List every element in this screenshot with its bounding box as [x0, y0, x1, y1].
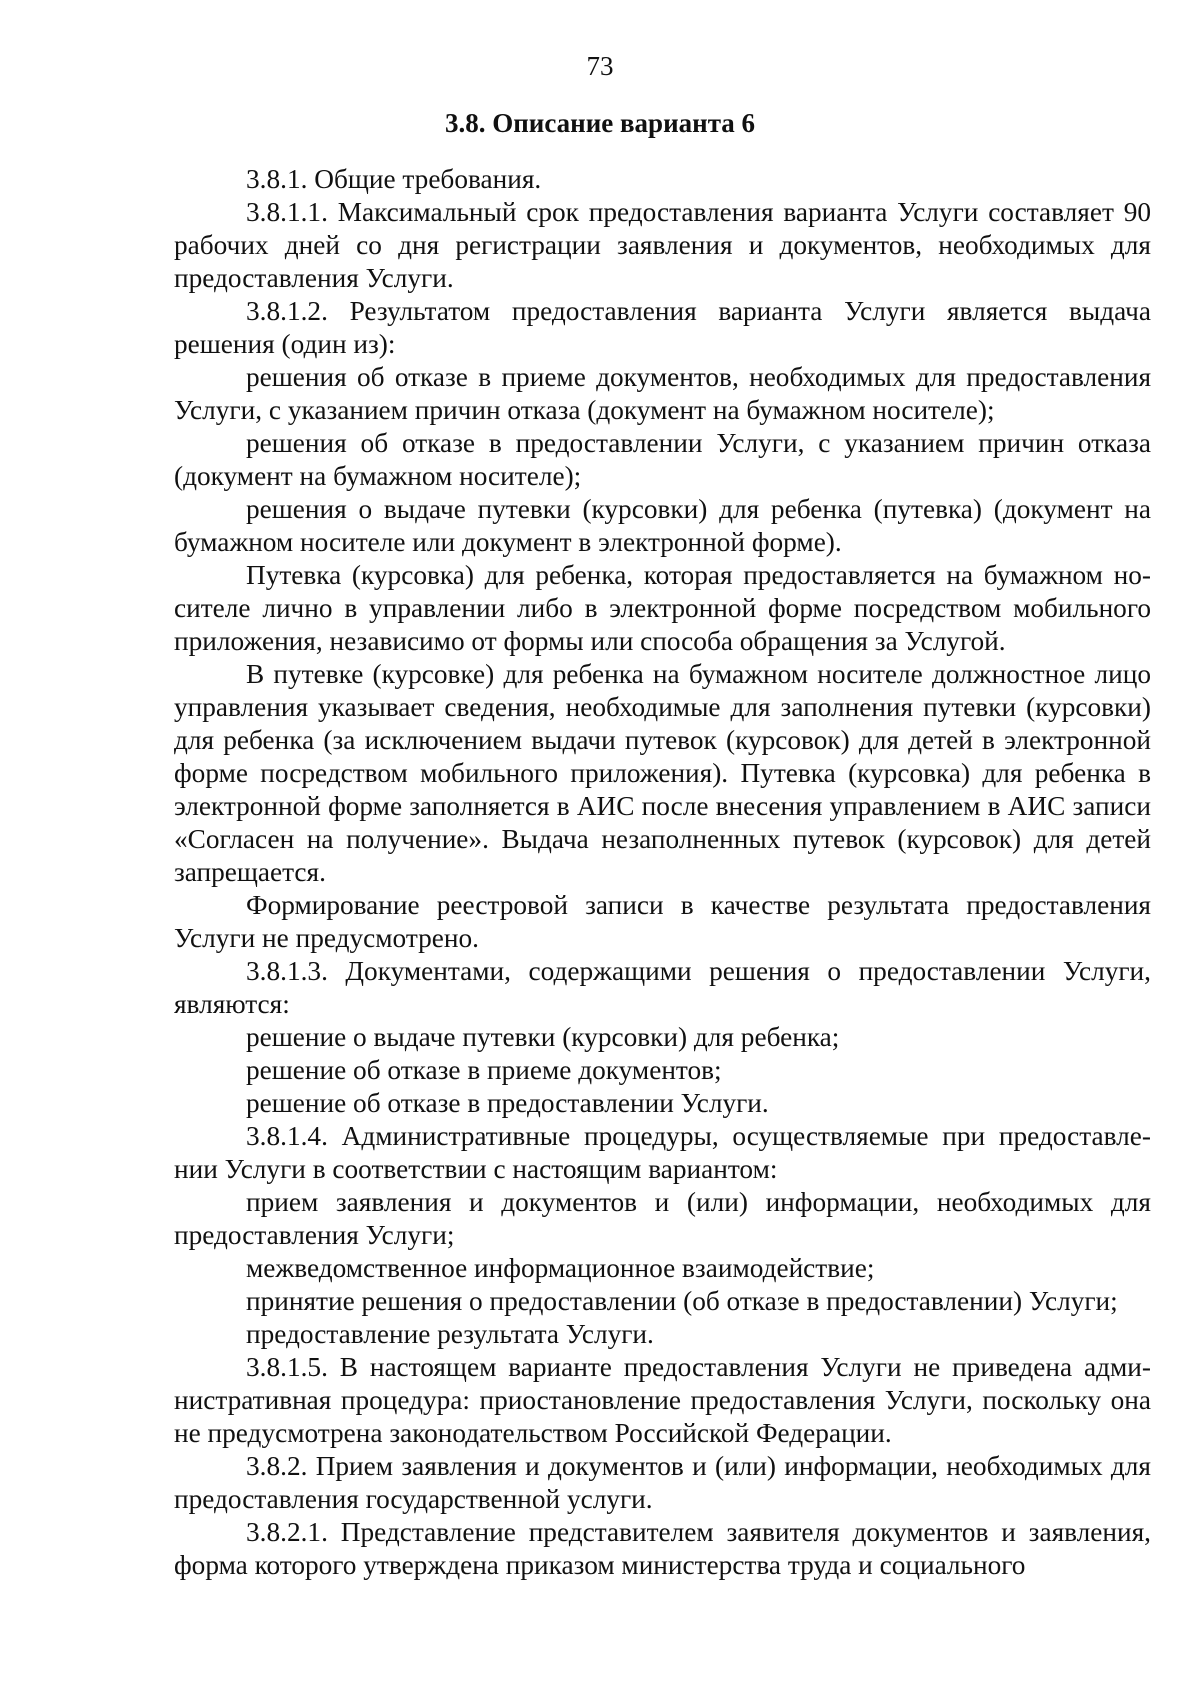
list-item-decision-voucher: решение о выдаче путевки (курсовки) для ребенка; — [246, 1022, 840, 1052]
paragraph-voucher-delivery: Путевка (курсовка) для ребенка, которая предоставляется на бумажном носителе лично в управлении либо в электронной форме посредством мобильного приложения, независимо от формы или способа обращения за Услугой. — [174, 560, 1151, 656]
list-item-decision-refusal-provision: решение об отказе в предоставлении Услуги. — [246, 1088, 769, 1118]
paragraph-3-8-2-1: 3.8.2.1. Представление представителем заявителя документов и заявления, форма которого утверждена приказом министерства труда и социального — [174, 1517, 1151, 1580]
document-body — [174, 163, 1151, 1582]
list-item-refusal-acceptance: решения об отказе в приеме документов, необходимых для предоставления Услуги, с указанием причин отказа (документ на бумажном носителе); — [174, 362, 1151, 425]
list-item-procedure-decision: принятие решения о предоставлении (об отказе в предоставлении) Услуги; — [246, 1286, 1118, 1316]
section-title: 3.8. Описание варианта 6 — [444, 108, 756, 138]
paragraph-voucher-filling: В путевке (курсовке) для ребенка на бумажном носителе должностное лицо управления указывает сведения, необходимые для заполнения путевки (курсовки) для ребенка (за исключением выдачи путевок (курсовок) для детей в электронной форме посредством мобильного приложения). Путевка (курсовка) для ребенка в электронной форме заполняется в АИС после внесения управлением в АИС записи «Согласен на получение». Выдача незаполненных путевок (курсовок) для детей запрещается. — [174, 659, 1151, 887]
paragraph-3-8-1-3: 3.8.1.3. Документами, содержащими решения о предоставлении Услуги, являются: — [174, 956, 1151, 1019]
paragraph-3-8-1-5: 3.8.1.5. В настоящем варианте предоставления Услуги не приведена административная процедура: приостановление предоставления Услуги, поскольку она не предусмотрена законодательством Российской Федерации. — [174, 1352, 1151, 1448]
paragraph-3-8-2: 3.8.2. Прием заявления и документов и (или) информации, необходимых для предоставления государственной услуги. — [174, 1451, 1151, 1514]
paragraph-3-8-1-4: 3.8.1.4. Административные процедуры, осуществляемые при предоставлении Услуги в соответствии с настоящим вариантом: — [174, 1121, 1151, 1184]
page-number: 73 — [586, 51, 614, 81]
paragraph-3-8-1-2: 3.8.1.2. Результатом предоставления варианта Услуги является выдача решения (один из): — [174, 296, 1151, 359]
list-item-decision-refusal-acceptance: решение об отказе в приеме документов; — [246, 1055, 722, 1085]
list-item-procedure-result: предоставление результата Услуги. — [246, 1319, 654, 1349]
list-item-procedure-acceptance: прием заявления и документов и (или) информации, необходимых для предоставления Услуги; — [174, 1187, 1151, 1250]
paragraph-registry-record: Формирование реестровой записи в качестве результата предоставления Услуги не предусмотрено. — [174, 890, 1151, 953]
list-item-voucher-issue: решения о выдаче путевки (курсовки) для ребенка (путевка) (документ на бумажном носителе или документ в электронной форме). — [174, 494, 1151, 557]
list-item-refusal-provision: решения об отказе в предоставлении Услуги, с указанием причин отказа (документ на бумажном носителе); — [174, 428, 1151, 491]
paragraph-3-8-1: 3.8.1. Общие требования. — [246, 164, 542, 194]
list-item-procedure-interaction: межведомственное информационное взаимодействие; — [246, 1253, 875, 1283]
paragraph-3-8-1-1: 3.8.1.1. Максимальный срок предоставления варианта Услуги составляет 90 рабочих дней со дня регистрации заявления и документов, необходимых для предоставления Услуги. — [174, 197, 1151, 293]
